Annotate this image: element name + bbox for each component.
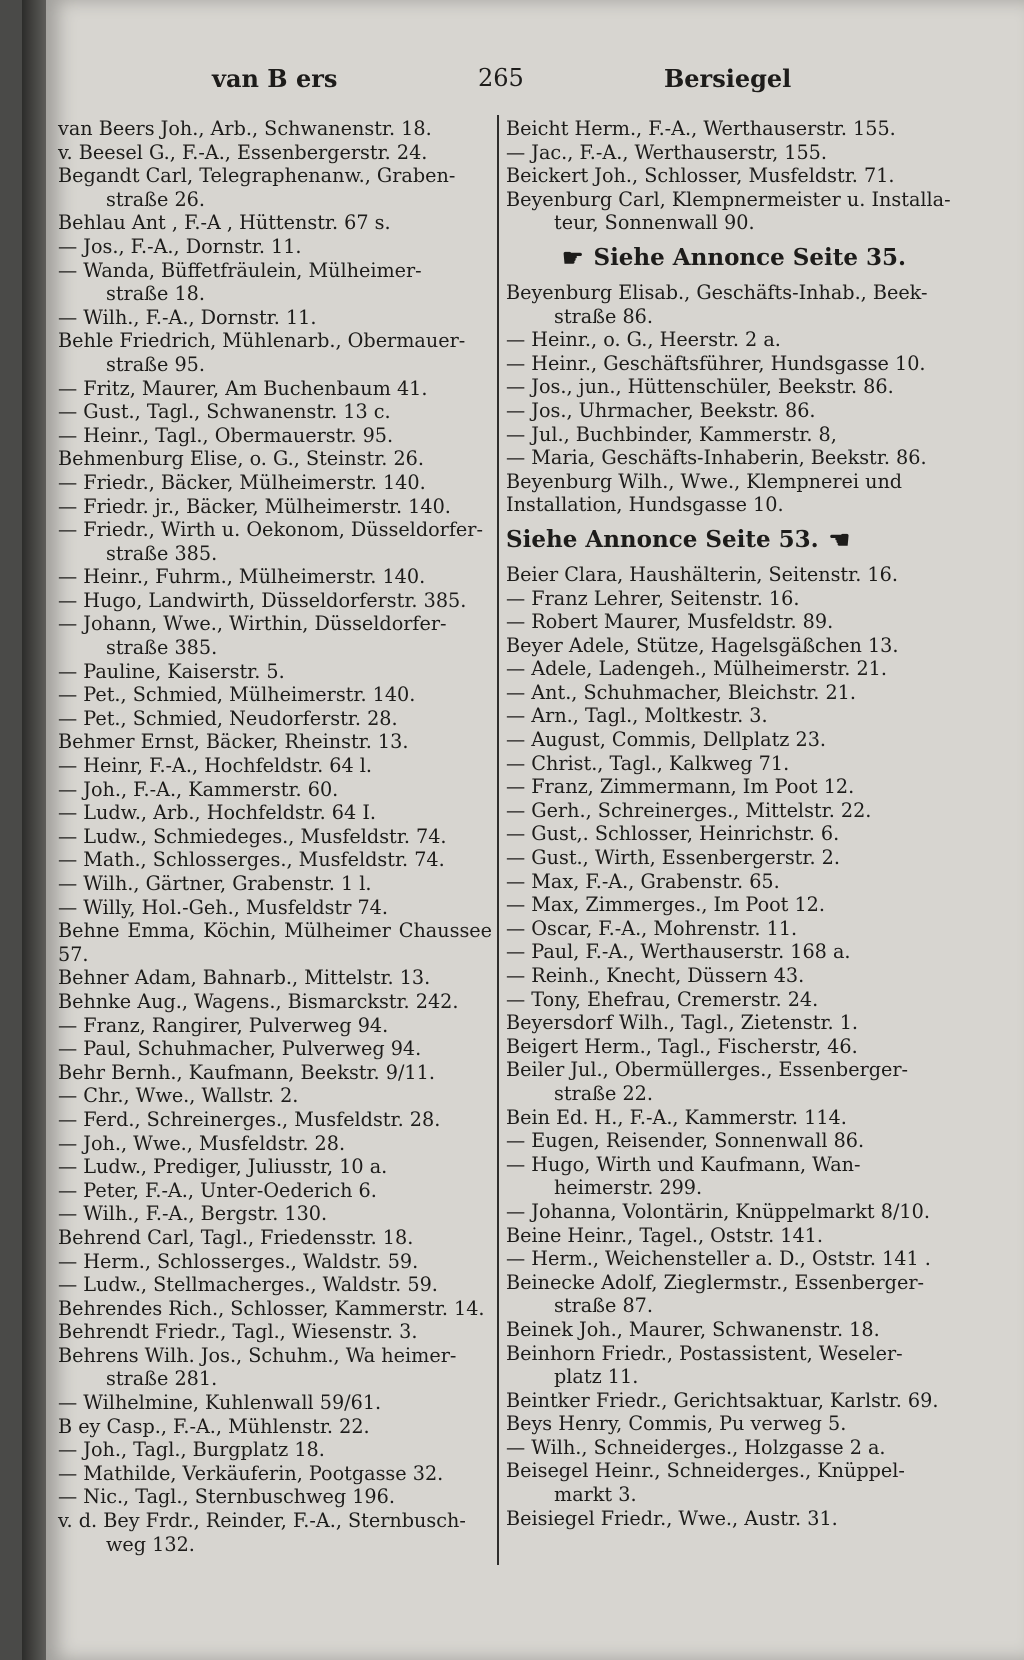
directory-entry: — Christ., Tagl., Kalkweg 71.: [506, 751, 790, 775]
pointing-hand-icon: ☛: [561, 242, 584, 272]
directory-entry: Behr Bernh., Kaufmann, Beekstr. 9/11.: [58, 1060, 435, 1084]
directory-entry-continuation: heimerstr. 299.: [554, 1176, 703, 1200]
directory-entry: Beinhorn Friedr., Postassistent, Weseler-: [506, 1341, 903, 1365]
directory-entry: Beigert Herm., Tagl., Fischerstr, 46.: [506, 1034, 858, 1058]
directory-entry: Beyenburg Carl, Klempnermeister u. Installa-: [506, 187, 951, 211]
directory-entry: — Friedr. jr., Bäcker, Mülheimerstr. 140.: [58, 494, 451, 518]
directory-entry: — Ferd., Schreinerges., Musfeldstr. 28.: [58, 1107, 441, 1131]
directory-entry: B ey Casp., F.-A., Mühlenstr. 22.: [58, 1414, 370, 1438]
directory-entry: — Heinr., Tagl., Obermauerstr. 95.: [58, 423, 394, 447]
directory-entry: — Adele, Ladengeh., Mülheimerstr. 21.: [506, 657, 887, 681]
directory-entry: Beiler Jul., Obermüllerges., Essenberger-: [506, 1058, 909, 1082]
directory-entry: — Pet., Schmied, Mülheimerstr. 140.: [58, 683, 416, 707]
right-column-section-a: [506, 117, 952, 235]
directory-entry: — Jos., F.-A., Dornstr. 11.: [58, 234, 302, 258]
directory-entry: v. d. Bey Frdr., Reinder, F.-A., Sternbusch-: [58, 1509, 466, 1533]
right-column-section-b: [506, 281, 952, 517]
directory-entry: — Jos., jun., Hüttenschüler, Beekstr. 86.: [506, 375, 894, 399]
directory-entry: Behrendes Rich., Schlosser, Kammerstr. 14.: [58, 1296, 485, 1320]
directory-entry-continuation: straße 385.: [106, 636, 218, 660]
directory-entry-continuation: straße 18.: [106, 282, 205, 306]
directory-entry: — Jos., Uhrmacher, Beekstr. 86.: [506, 398, 816, 422]
directory-entry: Behlau Ant , F.-A , Hüttenstr. 67 s.: [58, 211, 391, 235]
directory-entry: — Reinh., Knecht, Düssern 43.: [506, 964, 805, 987]
directory-entry: Behle Friedrich, Mühlenarb., Obermauer-: [58, 329, 466, 353]
directory-entry: — Maria, Geschäfts-Inhaberin, Beekstr. 86.: [506, 446, 927, 470]
directory-entry: — Heinr., Fuhrm., Mülheimerstr. 140.: [58, 565, 426, 589]
directory-entry: — Tony, Ehefrau, Cremerstr. 24.: [506, 987, 819, 1011]
directory-entry: Behne Emma, Köchin, Mülheimer Chaussee 57.: [58, 919, 492, 966]
directory-entry: Beisegel Heinr., Schneiderges., Knüppel-: [506, 1459, 905, 1483]
directory-entry: — Willy, Hol.-Geh., Musfeldstr 74.: [58, 895, 388, 919]
directory-entry: — Chr., Wwe., Wallstr. 2.: [58, 1084, 299, 1108]
directory-entry: — Heinr., o. G., Heerstr. 2 a.: [506, 328, 781, 352]
directory-entry: — Mathilde, Verkäuferin, Pootgasse 32.: [58, 1461, 444, 1485]
directory-entry: — Herm., Schlosserges., Waldstr. 59.: [58, 1249, 419, 1273]
directory-entry: — Arn., Tagl., Moltkestr. 3.: [506, 704, 768, 728]
directory-entry: — Ludw., Stellmacherges., Waldstr. 59.: [58, 1273, 438, 1297]
directory-entry: — Heinr, F.-A., Hochfeldstr. 64 l.: [58, 754, 373, 778]
directory-entry-continuation: weg 132.: [106, 1532, 195, 1556]
directory-entry: Begandt Carl, Telegraphenanw., Graben-: [58, 164, 456, 188]
directory-entry: Beintker Friedr., Gerichtsaktuar, Karlstr. 69.: [506, 1388, 939, 1412]
directory-entry: — Wilh., Schneiderges., Holzgasse 2 a.: [506, 1435, 886, 1459]
running-head: [46, 64, 1024, 100]
notice-2-text: Siehe Annonce Seite 53.: [506, 525, 819, 553]
directory-entry: — Ludw., Schmiedeges., Musfeldstr. 74.: [58, 824, 447, 848]
directory-entry: — Franz, Zimmermann, Im Poot 12.: [506, 775, 855, 799]
directory-entry: v. Beesel G., F.-A., Essenbergerstr. 24.: [58, 140, 428, 164]
directory-entry: — Wilh., Gärtner, Grabenstr. 1 l.: [58, 872, 372, 895]
directory-entry: — Eugen, Reisender, Sonnenwall 86.: [506, 1129, 865, 1153]
directory-entry-continuation: markt 3.: [554, 1483, 637, 1507]
directory-entry: — Johanna, Volontärin, Knüppelmarkt 8/10.: [506, 1199, 930, 1223]
directory-entry: — Heinr., Geschäftsführer, Hundsgasse 10.: [506, 351, 926, 375]
directory-entry: — Wilh., F.-A., Bergstr. 130.: [58, 1202, 328, 1226]
directory-entry: — Johann, Wwe., Wirthin, Düsseldorfer-: [58, 612, 447, 636]
directory-entry: Beyenburg Elisab., Geschäfts-Inhab., Beek-: [506, 280, 928, 304]
directory-entry: Beickert Joh., Schlosser, Musfeldstr. 71.: [506, 164, 895, 188]
directory-entry: — Ant., Schuhmacher, Bleichstr. 21.: [506, 680, 856, 704]
directory-entry: Beyenburg Wilh., Wwe., Klempnerei und: [506, 469, 903, 493]
directory-entry: Behrend Carl, Tagl., Friedensstr. 18.: [58, 1225, 414, 1249]
directory-entry-continuation: straße 95.: [106, 352, 205, 376]
directory-entry: — Friedr., Bäcker, Mülheimerstr. 140.: [58, 470, 426, 494]
directory-entry-continuation: straße 22.: [554, 1081, 653, 1105]
directory-entry: — Gerh., Schreinerges., Mittelstr. 22.: [506, 798, 872, 822]
directory-entry: Behner Adam, Bahnarb., Mittelstr. 13.: [58, 966, 431, 990]
directory-entry: — Friedr., Wirth u. Oekonom, Düsseldorfer-: [58, 518, 483, 542]
directory-entry: Behmer Ernst, Bäcker, Rheinstr. 13.: [58, 730, 409, 754]
right-column-section-c: [506, 563, 952, 1530]
directory-entry: — Joh., Wwe., Musfeldstr. 28.: [58, 1131, 346, 1155]
right-column: [506, 117, 952, 1530]
directory-entry: — Max, F.-A., Grabenstr. 65.: [506, 869, 780, 893]
advertisement-notice-2: [506, 525, 952, 555]
directory-entry: Beinecke Adolf, Zieglermstr., Essenberger-: [506, 1270, 924, 1294]
directory-entry: — Gust., Wirth, Essenbergerstr. 2.: [506, 846, 840, 870]
directory-entry: — August, Commis, Dellplatz 23.: [506, 728, 827, 752]
directory-entry-continuation: straße 86.: [554, 304, 653, 328]
directory-entry: — Franz Lehrer, Seitenstr. 16.: [506, 586, 800, 610]
directory-page: [46, 0, 1024, 1660]
header-right-guideword: Bersiegel: [664, 64, 792, 93]
directory-entry: — Herm., Weichensteller a. D., Oststr. 141 .: [506, 1247, 931, 1271]
pointing-hand-icon: ☚: [828, 524, 851, 554]
directory-entry: — Gust., Tagl., Schwanenstr. 13 c.: [58, 400, 391, 424]
directory-entry: Behmenburg Elise, o. G., Steinstr. 26.: [58, 447, 424, 471]
directory-entry: Beine Heinr., Tagel., Oststr. 141.: [506, 1223, 823, 1247]
book-binding: [22, 0, 46, 1660]
directory-entry: — Pet., Schmied, Neudorferstr. 28.: [58, 706, 398, 730]
directory-entry: — Jul., Buchbinder, Kammerstr. 8,: [506, 422, 837, 446]
directory-entry: — Math., Schlosserges., Musfeldstr. 74.: [58, 848, 445, 872]
directory-entry: — Oscar, F.-A., Mohrenstr. 11.: [506, 916, 798, 940]
directory-entry: — Hugo, Wirth und Kaufmann, Wan-: [506, 1152, 861, 1176]
directory-entry: — Ludw., Prediger, Juliusstr, 10 a.: [58, 1155, 388, 1179]
directory-entry: — Paul, Schuhmacher, Pulverweg 94.: [58, 1037, 422, 1061]
directory-entry: — Ludw., Arb., Hochfeldstr. 64 I.: [58, 801, 376, 825]
directory-entry: — Gust,. Schlosser, Heinrichstr. 6.: [506, 822, 840, 846]
directory-entry: — Wanda, Büffetfräulein, Mülheimer-: [58, 258, 422, 282]
header-left-guideword: van B ers: [212, 64, 338, 93]
advertisement-notice-1: [506, 243, 952, 273]
directory-entry: — Max, Zimmerges., Im Poot 12.: [506, 893, 825, 917]
directory-entry: — Wilhelmine, Kuhlenwall 59/61.: [58, 1391, 382, 1415]
directory-entry-continuation: platz 11.: [554, 1365, 639, 1389]
column-divider: [497, 115, 499, 1565]
directory-entry: Beisiegel Friedr., Wwe., Austr. 31.: [506, 1506, 838, 1530]
directory-entry-continuation: straße 281.: [106, 1367, 218, 1391]
directory-entry: — Fritz, Maurer, Am Buchenbaum 41.: [58, 376, 428, 400]
directory-entry: Installation, Hundsgasse 10.: [506, 493, 784, 517]
directory-entry: — Nic., Tagl., Sternbuschweg 196.: [58, 1485, 395, 1509]
directory-entry: van Beers Joh., Arb., Schwanenstr. 18.: [58, 117, 432, 140]
directory-entry: — Paul, F.-A., Werthauserstr. 168 a.: [506, 940, 851, 964]
directory-entry: Beyer Adele, Stütze, Hagelsgäßchen 13.: [506, 633, 899, 657]
directory-entry: Beier Clara, Haushälterin, Seitenstr. 16.: [506, 562, 898, 586]
directory-entry: — Joh., F.-A., Kammerstr. 60.: [58, 777, 339, 801]
directory-entry-continuation: teur, Sonnenwall 90.: [554, 211, 755, 235]
notice-1-text: Siehe Annonce Seite 35.: [593, 243, 907, 271]
directory-entry: Beys Henry, Commis, Pu verweg 5.: [506, 1412, 847, 1436]
left-column: [58, 117, 492, 1556]
directory-entry: Bein Ed. H., F.-A., Kammerstr. 114.: [506, 1105, 847, 1129]
directory-entry-continuation: straße 385.: [106, 541, 218, 565]
directory-entry: Behnke Aug., Wagens., Bismarckstr. 242.: [58, 989, 459, 1013]
directory-entry: Behrendt Friedr., Tagl., Wiesenstr. 3.: [58, 1320, 418, 1344]
directory-entry: — Pauline, Kaiserstr. 5.: [58, 659, 285, 683]
directory-entry: Beyersdorf Wilh., Tagl., Zietenstr. 1.: [506, 1011, 859, 1035]
directory-entry: — Peter, F.-A., Unter-Oederich 6.: [58, 1178, 377, 1202]
directory-entry: — Hugo, Landwirth, Düsseldorferstr. 385.: [58, 588, 467, 612]
directory-entry-continuation: straße 26.: [106, 187, 205, 211]
directory-entry-continuation: straße 87.: [554, 1294, 653, 1318]
directory-entry: — Jac., F.-A., Werthauserstr, 155.: [506, 140, 827, 164]
directory-entry: — Franz, Rangirer, Pulverweg 94.: [58, 1013, 389, 1037]
directory-entry: Beicht Herm., F.-A., Werthauserstr. 155.: [506, 117, 896, 140]
directory-entry: Beinek Joh., Maurer, Schwanenstr. 18.: [506, 1317, 880, 1341]
directory-entry: — Joh., Tagl., Burgplatz 18.: [58, 1438, 325, 1462]
directory-entry: — Robert Maurer, Musfeldstr. 89.: [506, 610, 834, 634]
directory-entry: — Wilh., F.-A., Dornstr. 11.: [58, 305, 317, 329]
page-number: 265: [478, 64, 524, 92]
directory-entry: Behrens Wilh. Jos., Schuhm., Wa heimer-: [58, 1343, 457, 1367]
